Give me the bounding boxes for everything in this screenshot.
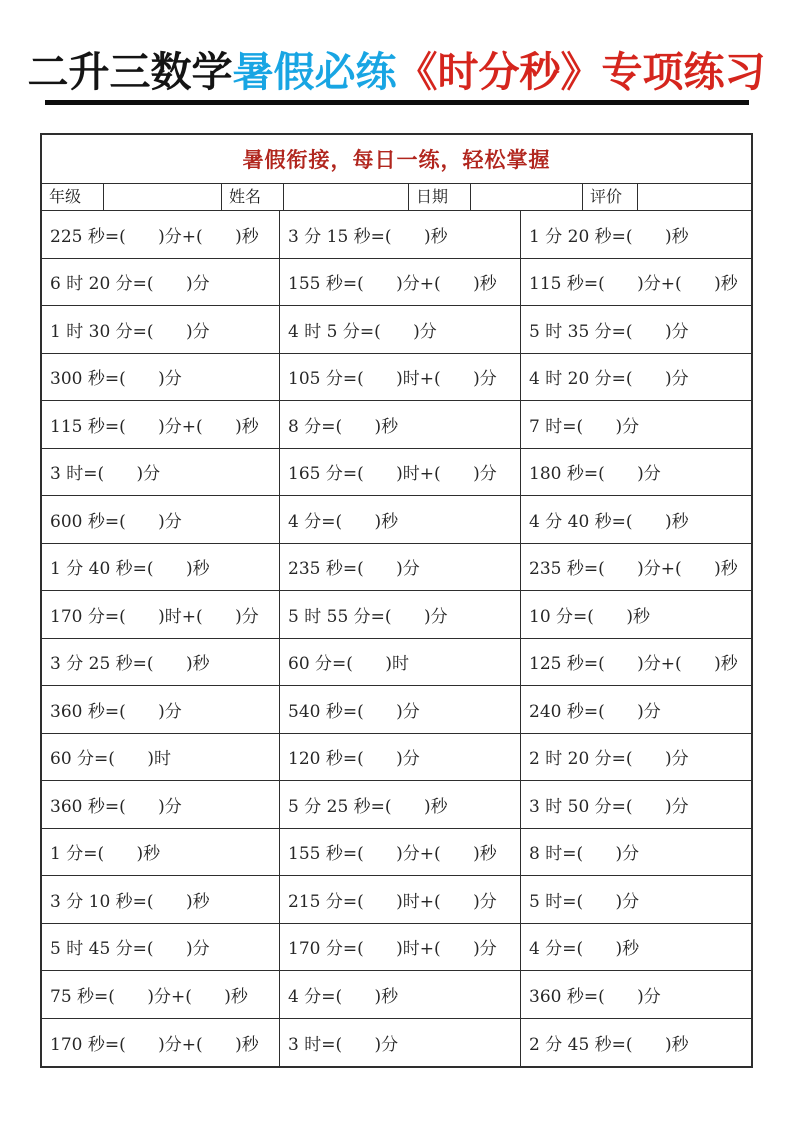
problem-cell: 3 时=( )分 <box>42 449 280 497</box>
title-double-underline <box>45 100 749 105</box>
problem-cell: 4 分=( )秒 <box>280 496 521 544</box>
rating-blank-field <box>638 184 751 210</box>
problem-cell: 360 秒=( )分 <box>42 781 280 829</box>
problem-cell: 125 秒=( )分+( )秒 <box>521 639 753 687</box>
info-row <box>42 184 751 211</box>
problem-cell: 120 秒=( )分 <box>280 734 521 782</box>
date-blank-field <box>471 184 583 210</box>
problem-cell: 165 分=( )时+( )分 <box>280 449 521 497</box>
problem-cell: 360 秒=( )分 <box>521 971 753 1019</box>
name-label: 姓名 <box>222 184 284 210</box>
problem-cell: 4 分=( )秒 <box>280 971 521 1019</box>
problem-cell: 5 时 55 分=( )分 <box>280 591 521 639</box>
problem-cell: 170 分=( )时+( )分 <box>42 591 280 639</box>
problem-cell: 215 分=( )时+( )分 <box>280 876 521 924</box>
title-segment-grade: 二升三数学 <box>27 48 233 96</box>
banner-text: 暑假衔接，每日一练，轻松掌握 <box>242 147 551 172</box>
problem-cell: 600 秒=( )分 <box>42 496 280 544</box>
problem-cell: 170 秒=( )分+( )秒 <box>42 1019 280 1067</box>
title-segment-practice: 专项练习 <box>601 48 766 96</box>
problem-cell: 540 秒=( )分 <box>280 686 521 734</box>
problem-cell: 235 秒=( )分+( )秒 <box>521 544 753 592</box>
problem-cell: 360 秒=( )分 <box>42 686 280 734</box>
problem-cell: 180 秒=( )分 <box>521 449 753 497</box>
problem-cell: 3 分 15 秒=( )秒 <box>280 211 521 259</box>
problem-cell: 5 时 35 分=( )分 <box>521 306 753 354</box>
problem-cell: 2 分 45 秒=( )秒 <box>529 1034 689 1055</box>
problem-cell: 3 时=( )分 <box>280 1019 521 1067</box>
rating-label: 评价 <box>583 184 638 210</box>
problem-cell: 4 时 20 分=( )分 <box>521 354 753 402</box>
grade-blank-field <box>104 184 222 210</box>
problem-cell: 4 分=( )秒 <box>521 924 753 972</box>
title-segment-summer: 暑假必练 <box>232 48 397 96</box>
date-label: 日期 <box>409 184 471 210</box>
problem-cell: 2 时 20 分=( )分 <box>521 734 753 782</box>
page-title <box>0 50 793 95</box>
problem-cell: 6 时 20 分=( )分 <box>42 259 280 307</box>
problem-cell: 105 分=( )时+( )分 <box>280 354 521 402</box>
problem-cell: 5 时=( )分 <box>521 876 753 924</box>
banner-row <box>42 135 751 184</box>
problem-cell: 1 分=( )秒 <box>42 829 280 877</box>
problem-cell: 3 分 10 秒=( )秒 <box>42 876 280 924</box>
problem-cell: 8 分=( )秒 <box>280 401 521 449</box>
problem-cell: 1 分 40 秒=( )秒 <box>42 544 280 592</box>
problem-cell: 8 时=( )分 <box>521 829 753 877</box>
problem-cell: 1 分 20 秒=( )秒 <box>521 211 753 259</box>
problem-cell: 5 时 45 分=( )分 <box>42 924 280 972</box>
problem-cell: 115 秒=( )分+( )秒 <box>521 259 753 307</box>
problem-cell: 235 秒=( )分 <box>280 544 521 592</box>
problem-cell: 4 时 5 分=( )分 <box>280 306 521 354</box>
problem-cell: 7 时=( )分 <box>521 401 753 449</box>
problem-cell: 115 秒=( )分+( )秒 <box>42 401 280 449</box>
problem-cell: 4 分 40 秒=( )秒 <box>521 496 753 544</box>
problem-cell: 5 分 25 秒=( )秒 <box>280 781 521 829</box>
title-segment-topic: 《时分秒》 <box>396 48 602 96</box>
title-block <box>0 0 793 105</box>
problem-cell: 155 秒=( )分+( )秒 <box>280 259 521 307</box>
problem-cell: 60 分=( )时 <box>280 639 521 687</box>
problem-cell: 75 秒=( )分+( )秒 <box>42 971 280 1019</box>
problem-cell: 240 秒=( )分 <box>521 686 753 734</box>
problem-cell: 300 秒=( )分 <box>42 354 280 402</box>
name-blank-field <box>284 184 409 210</box>
grade-label: 年级 <box>42 184 104 210</box>
problem-cell: 1 时 30 分=( )分 <box>42 306 280 354</box>
problem-cell: 225 秒=( )分+( )秒 <box>42 211 280 259</box>
problem-cell: 170 分=( )时+( )分 <box>280 924 521 972</box>
problem-cell: 3 时 50 分=( )分 <box>521 781 753 829</box>
problem-cell: 3 分 25 秒=( )秒 <box>42 639 280 687</box>
problem-cell: 60 分=( )时 <box>42 734 280 782</box>
worksheet-table <box>40 133 753 1068</box>
problem-grid <box>42 211 751 1066</box>
problem-cell: 155 秒=( )分+( )秒 <box>280 829 521 877</box>
problem-cell: 10 分=( )秒 <box>521 591 753 639</box>
